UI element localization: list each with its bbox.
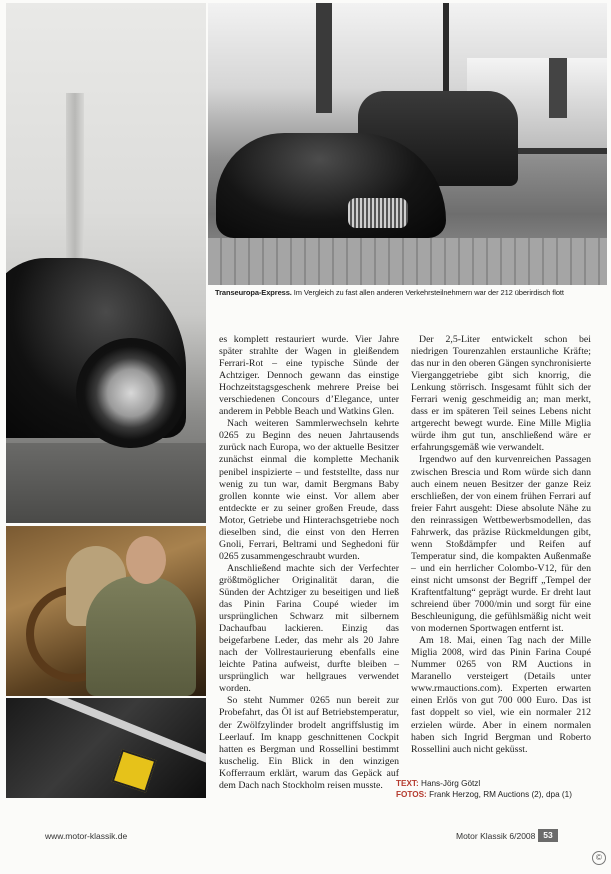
article-credits xyxy=(396,778,572,800)
photo-ground xyxy=(6,443,206,523)
paragraph: Anschließend machte sich der Verfechter größtmöglicher Originalität daran, die Sünden der Achtziger zu beseitigen und ließ das Pinin Farina Coupé wieder im ursprünglichen Schwarz mit silbernem Dachaufbau lackieren. Einzig das beigefarbene Leder, das mehr als 20 Jahre nach der Vollrestaurierung ebenfalls eine leichte Patina aufweist, durfte bleiben – ursprünglich war hellgraues verwendet worden. xyxy=(219,562,399,695)
photo-wire-wheel xyxy=(76,338,186,448)
paragraph: So steht Nummer 0265 nun bereit zur Probefahrt, das Öl ist auf Betriebstemperatur, der Zwölfzylinder brodelt angriffslustig im Leerlauf. Im knapp geschnittenen Cockpit hatten es Bergman und Rossellini bestimmt kuschelig. Ein Blick in den winzigen Kofferraum erklärt, warum das Gepäck auf dem Dach nach Stockholm reisen musste. xyxy=(219,695,399,791)
text-credit-label: TEXT: xyxy=(396,779,419,788)
photo-mast-thin xyxy=(443,3,449,93)
photo-transeuropa-harbor xyxy=(208,3,607,285)
photo-driver-head xyxy=(126,536,166,584)
photo-mast xyxy=(316,3,332,113)
prancing-horse-icon xyxy=(112,749,157,792)
text-credit-value: Hans-Jörg Götzl xyxy=(421,779,481,788)
copyright-icon: © xyxy=(592,851,606,865)
paragraph: Der 2,5-Liter entwickelt schon bei niedrigen Tourenzahlen erstaunliche Kräfte; das nur in den oberen Gängen synchronisierte Vierganggetriebe gibt sich knorrig, die Lenkung störrisch. Insgesamt fühlt sich der Ferrari wenig geschmeidig an; man merkt, dass er im späteren Teil seines Lebens nicht artgerecht bewegt wurde. Eine Mille Miglia würde ihm gut tun, anschließend wäre er erfahrungsgemäß wie verwandelt. xyxy=(411,334,591,454)
photo-ferrari-rear-wheel xyxy=(6,3,206,523)
photo-ship-funnel xyxy=(549,58,567,118)
article-column-left xyxy=(219,334,399,792)
photo-chrome-trim xyxy=(6,698,206,774)
paragraph: es komplett restauriert wurde. Vier Jahre später strahlte der Wagen in gleißendem Ferrari-Rot – eine typische Sünde der Achtziger. Dennoch gewann das einstige Hochzeitstagsgeschenk mehrere Preise bei verschiedenen Concours d’Elegance, unter anderem in Pebble Beach und Watkins Glen. xyxy=(219,334,399,418)
page-number: 53 xyxy=(538,829,558,842)
photo-ferrari-grill xyxy=(348,198,408,228)
paragraph: Nach weiteren Sammlerwechseln kehrte 0265 zu Beginn des neuen Jahrtausends zurück nach Europa, wo der aktuelle Besitzer zunächst einmal die komplette Mechanik penibel inspizierte – und feststellte, dass nur wenig zu tun war, damit Bergmans Baby grollen konnte wie einst. Vor allem aber entdeckte er zu seiner großen Freude, dass Motor, Getriebe und Hinterachsgetriebe noch dieselben sind, die einst von den Herren Gnoli, Ferrari, Beltrami und Seghedoni für 0265 zusammengeschraubt wurden. xyxy=(219,418,399,562)
photo-cockpit-occupants xyxy=(6,526,206,696)
article-column-right xyxy=(411,334,591,756)
photo-wall-post xyxy=(66,93,84,263)
photo-driver xyxy=(86,576,196,696)
paragraph: Am 18. Mai, einen Tag nach der Mille Miglia 2008, wird das Pinin Farina Coupé Nummer 0265 von RM Auctions in Maranello versteigert (Details unter www.rmauctions.com). Experten erwarten einen Erlös von gut 700 000 Euro. Das ist fast doppelt so viel, wie ein normaler 212 erzielen würde. Aber in einem normalen haben sich Ingrid Bergman und Roberto Rossellini auch nicht geküsst. xyxy=(411,635,591,755)
photo-prancing-horse-badge xyxy=(6,698,206,798)
photo-credit-value: Frank Herzog, RM Auctions (2), dpa (1) xyxy=(429,790,572,799)
footer-website: www.motor-klassik.de xyxy=(45,831,128,841)
caption-text: Im Vergleich zu fast allen anderen Verkehrsteilnehmern war der 212 überirdisch flott xyxy=(293,288,564,297)
paragraph: Irgendwo auf den kurvenreichen Passagen zwischen Brescia und Rom würde sich dann auch einem neuen Besitzer der ganze Reiz erschließen, der von einem frühen Ferrari auf freier Fahrt ausgeht: Diese absolute Nähe zu den reinrassigen Wettbewerbsmodellen, das Fahrwerk, das präzise Rückmeldungen gibt, wenn Stoßdämpfer und Reifen auf Temperatur sind, die kompakten Außenmaße – und ein herrlicher Colombo-V12, für den einst nicht umsonst der Begriff „Tempel der Kraftentfaltung“ geprägt wurde. Er dreht laut schreiend über 7000/min und sorgt für eine Beschleunigung, die gefühlsmäßig nicht weit von modernen Sportwagen entfernt ist. xyxy=(411,454,591,635)
photo-credit-label: FOTOS: xyxy=(396,790,427,799)
photo-cobblestones xyxy=(208,238,607,285)
text-credit xyxy=(396,778,572,789)
photo-credit xyxy=(396,789,572,800)
caption-label: Transeuropa-Express. xyxy=(215,288,292,297)
footer-issue: Motor Klassik 6/2008 xyxy=(456,831,536,841)
photo-caption xyxy=(215,288,605,297)
